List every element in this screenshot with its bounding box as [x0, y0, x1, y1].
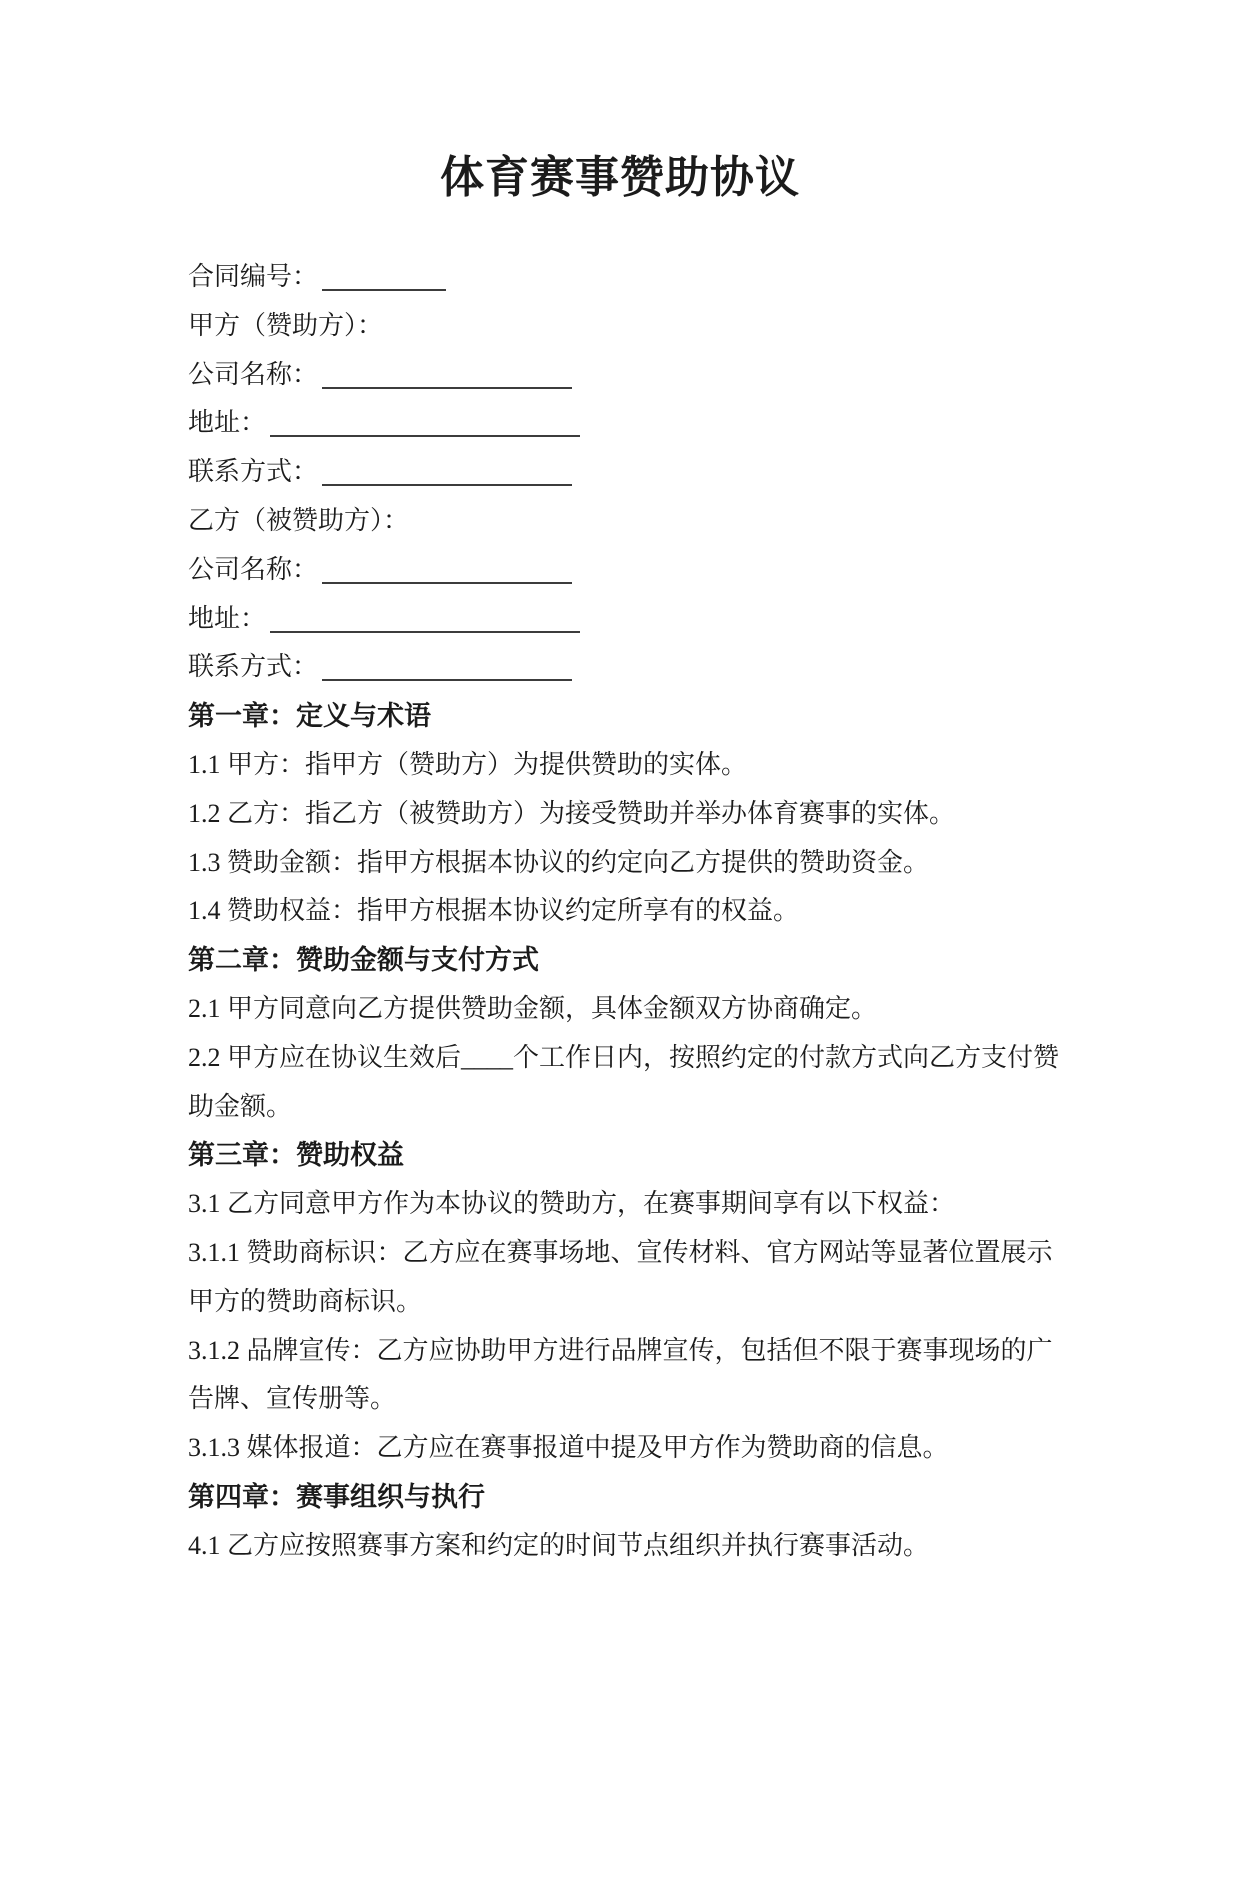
clause-3-1-2-line1: 3.1.2 品牌宣传：乙方应协助甲方进行品牌宣传，包括但不限于赛事现场的广: [188, 1335, 1053, 1365]
field-label-party-b: 乙方（被赞助方）：: [188, 505, 410, 535]
clause-2-1: 2.1 甲方同意向乙方提供赞助金额，具体金额双方协商确定。: [188, 993, 878, 1023]
clause-3-1-3: 3.1.3 媒体报道：乙方应在赛事报道中提及甲方作为赞助商的信息。: [188, 1433, 949, 1463]
clause-2-2-line1: 2.2 甲方应在协议生效后____个工作日内，按照约定的付款方式向乙方支付赞: [188, 1042, 1060, 1072]
clause-1-3: 1.3 赞助金额：指甲方根据本协议的约定向乙方提供的赞助资金。: [188, 847, 930, 877]
field-label-address-b: 地址：: [188, 603, 267, 633]
blank-line-contact-a: [322, 484, 572, 486]
field-row-company-name-b: [188, 546, 1068, 595]
clause-3-1-2-line2: 告牌、宣传册等。: [188, 1384, 397, 1414]
blank-line-contact-b: [322, 679, 572, 681]
blank-line-company-name-a: [322, 387, 572, 389]
clause-2-2-line2: 助金额。: [188, 1091, 293, 1121]
field-row-address-a: [188, 399, 1068, 448]
field-label-company-name-a: 公司名称：: [188, 359, 319, 389]
blank-line-contract-number: [322, 289, 446, 291]
chapter-heading-3: 第三章：赞助权益: [188, 1140, 404, 1171]
document-body: [188, 253, 1068, 1571]
chapter-heading-1: 第一章：定义与术语: [188, 701, 431, 732]
clause-1-2: 1.2 乙方：指乙方（被赞助方）为接受赞助并举办体育赛事的实体。: [188, 798, 956, 828]
field-row-address-b: [188, 595, 1068, 644]
chapter-heading-2: 第二章：赞助金额与支付方式: [188, 945, 539, 976]
field-row-company-name-a: [188, 351, 1068, 400]
clause-3-1: 3.1 乙方同意甲方作为本协议的赞助方，在赛事期间享有以下权益：: [188, 1189, 956, 1219]
field-label-contract-number: 合同编号：: [188, 262, 319, 291]
field-label-party-a: 甲方（赞助方）：: [188, 310, 384, 340]
chapter-heading-4: 第四章：赛事组织与执行: [188, 1481, 485, 1512]
field-row-party-a: [188, 302, 1068, 351]
field-row-contact-b: [188, 643, 1068, 692]
clause-1-1: 1.1 甲方：指甲方（赞助方）为提供赞助的实体。: [188, 749, 748, 779]
clause-1-4: 1.4 赞助权益：指甲方根据本协议约定所享有的权益。: [188, 896, 800, 926]
blank-line-address-a: [270, 435, 580, 437]
clause-3-1-1-line1: 3.1.1 赞助商标识：乙方应在赛事场地、宣传材料、官方网站等显著位置展示: [188, 1237, 1053, 1267]
field-label-contact-a: 联系方式：: [188, 457, 319, 487]
field-label-contact-b: 联系方式：: [188, 652, 319, 682]
blank-line-address-b: [270, 631, 580, 633]
field-label-address-a: 地址：: [188, 408, 267, 438]
document-page: [0, 146, 1240, 1899]
field-row-contract-number: [188, 253, 1068, 302]
blank-line-company-name-b: [322, 582, 572, 584]
document-title: 体育赛事赞助协议: [440, 153, 800, 202]
clause-3-1-1-line2: 甲方的赞助商标识。: [188, 1286, 423, 1316]
field-label-company-name-b: 公司名称：: [188, 554, 319, 584]
field-row-party-b: [188, 497, 1068, 546]
field-row-contact-a: [188, 448, 1068, 497]
clause-4-1: 4.1 乙方应按照赛事方案和约定的时间节点组织并执行赛事活动。: [188, 1530, 930, 1560]
